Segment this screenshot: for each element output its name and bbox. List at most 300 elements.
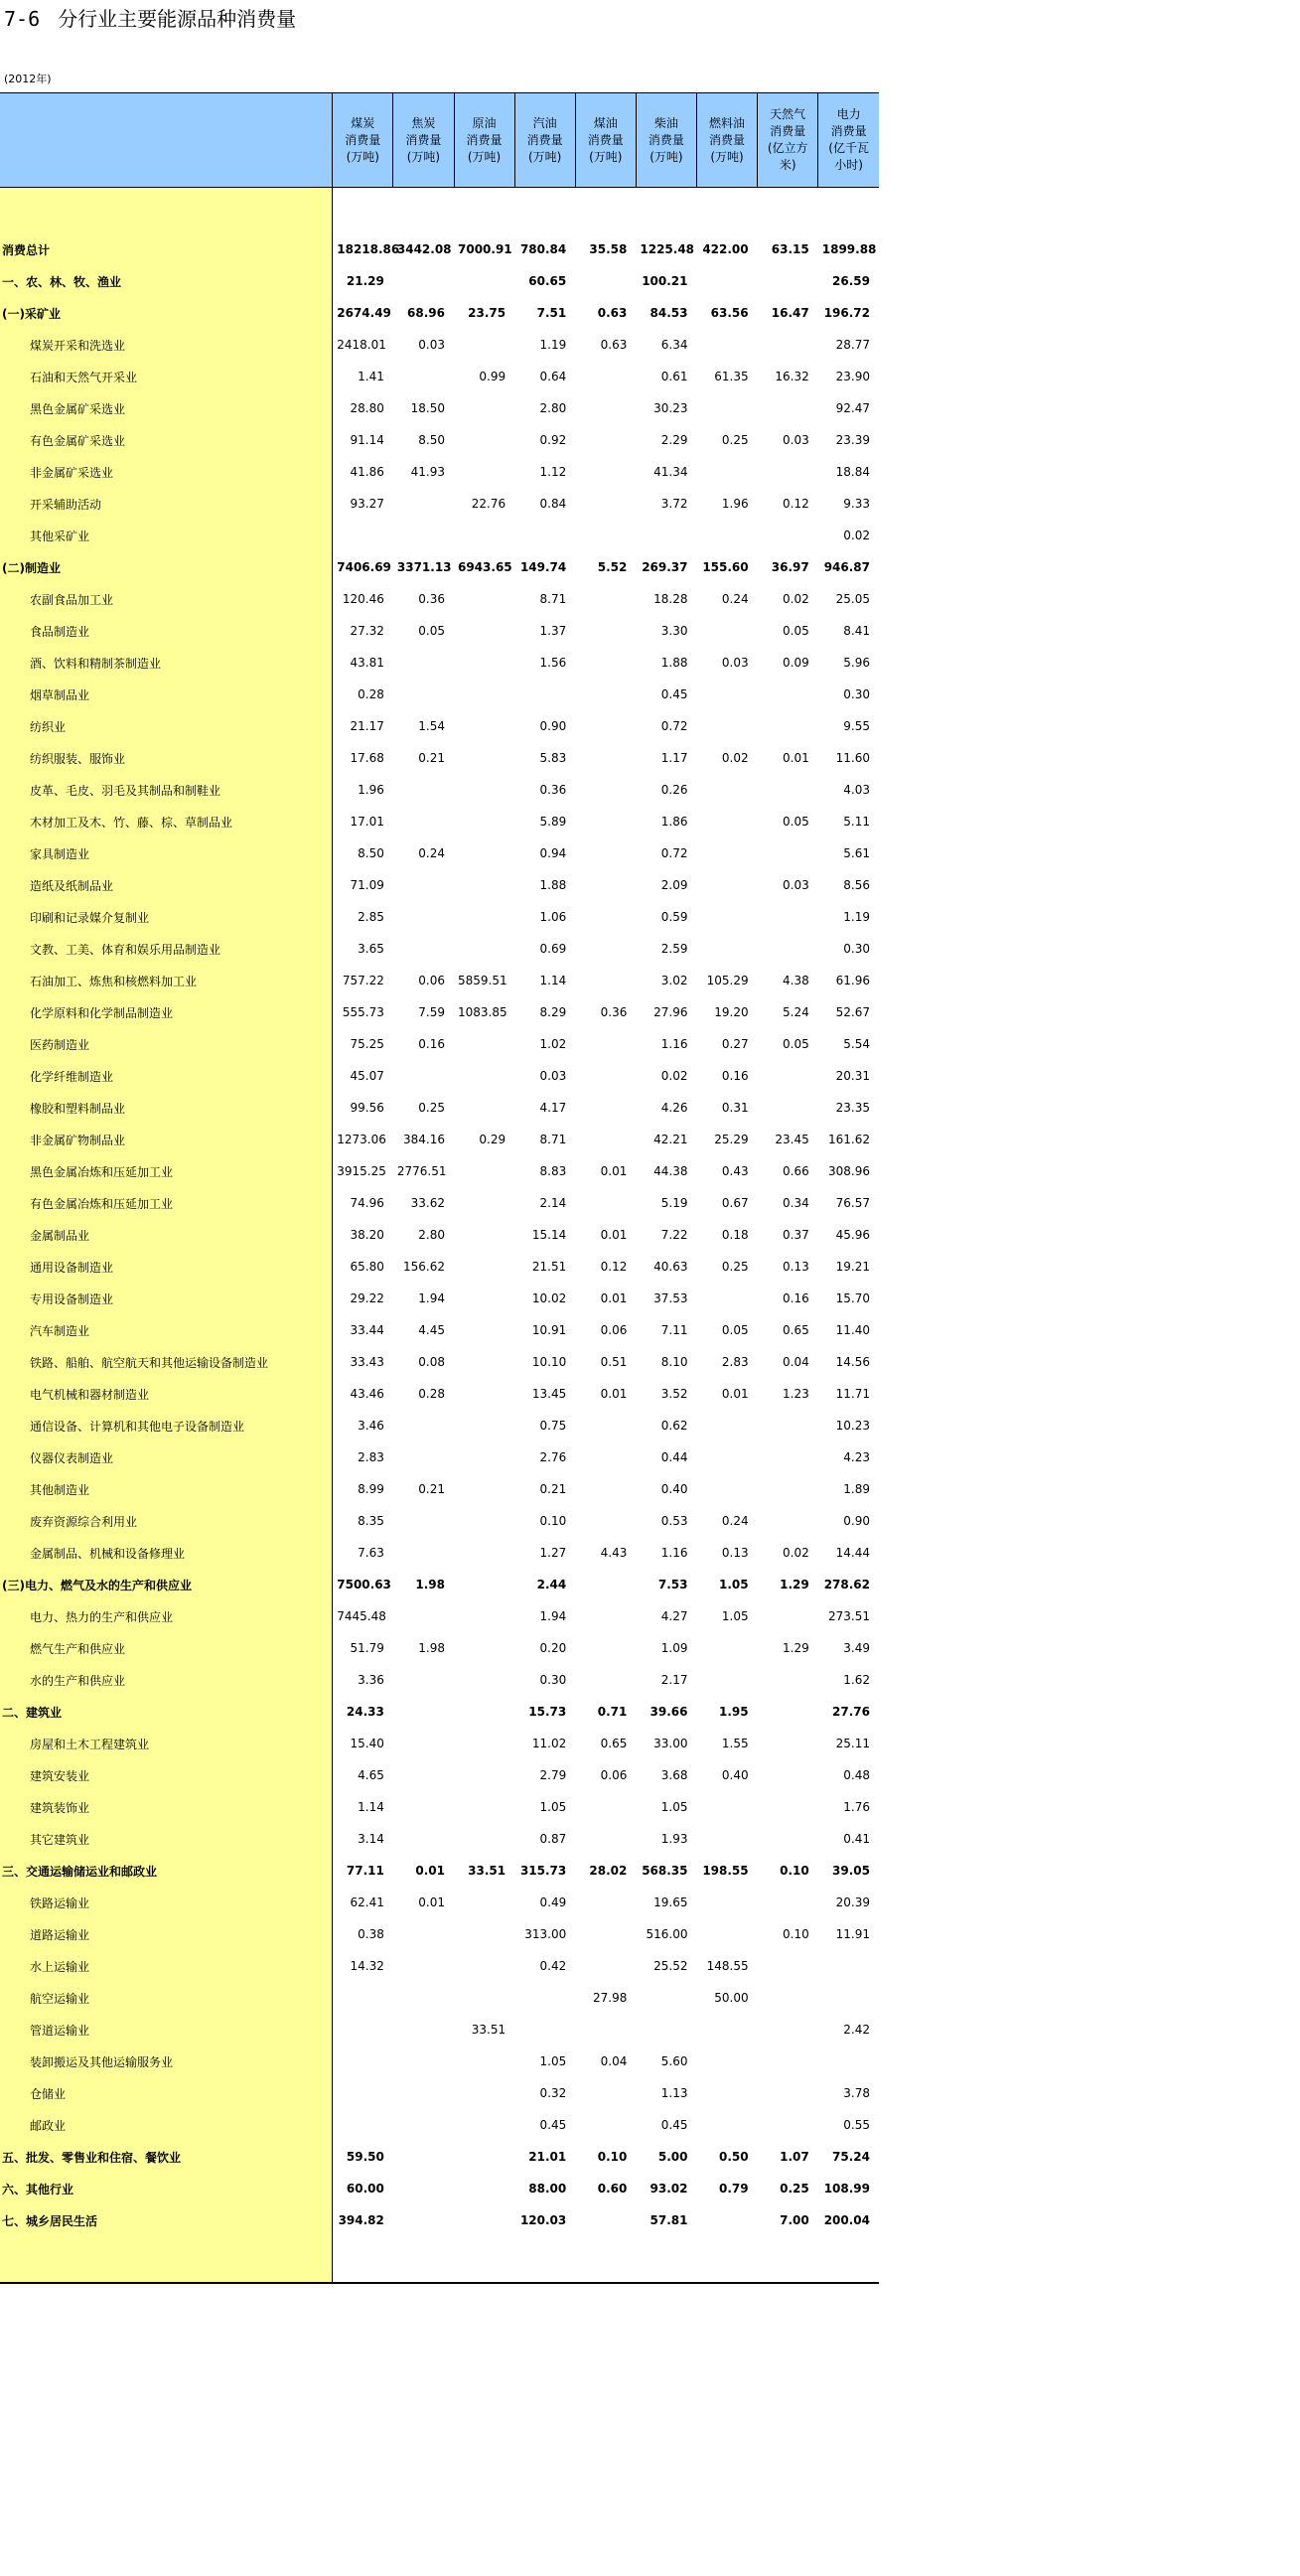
value-cell: 93.27	[350, 497, 384, 511]
value-cell: 757.22	[342, 974, 384, 987]
value-cell: 0.01	[783, 751, 809, 765]
value-cell: 0.24	[721, 1514, 749, 1528]
value-cell: 278.62	[823, 1578, 870, 1591]
value-cell	[697, 2109, 758, 2141]
value-cell: 61.96	[835, 974, 870, 987]
value-cell	[697, 1823, 758, 1855]
value-cell: 25.29	[714, 1133, 749, 1146]
value-cell	[454, 1346, 514, 1378]
value-cell	[758, 1600, 818, 1632]
value-cell	[758, 1441, 818, 1473]
value-cell: 198.55	[702, 1864, 749, 1878]
value-cell: 18.84	[835, 465, 870, 479]
value-cell	[697, 774, 758, 806]
industry-name-cell: (二)制造业	[0, 551, 333, 583]
value-cell: 14.56	[835, 1355, 870, 1369]
value-cell: 0.02	[660, 1069, 688, 1083]
industry-name-cell: 石油加工、炼焦和核燃料加工业	[0, 965, 333, 996]
value-cell: 17.01	[350, 815, 384, 829]
end-spacer-name-cell	[0, 2236, 333, 2282]
column-header: 天然气 消费量 (亿立方 米)	[758, 93, 818, 188]
value-cell	[697, 1791, 758, 1823]
value-cell: 45.07	[350, 1069, 384, 1083]
table-row	[0, 488, 879, 520]
value-cell: 11.71	[835, 1387, 870, 1401]
value-cell	[575, 679, 636, 710]
value-cell: 75.24	[832, 2150, 870, 2164]
value-cell: 8.56	[843, 878, 870, 892]
value-cell: 3.14	[358, 1832, 384, 1846]
value-cell	[454, 2173, 514, 2204]
value-cell: 2.83	[721, 1355, 749, 1369]
table-row	[0, 424, 879, 456]
value-cell: 0.06	[600, 1768, 628, 1782]
value-cell	[454, 1092, 514, 1124]
value-cell: 3.46	[358, 1419, 384, 1433]
value-cell: 0.01	[600, 1291, 628, 1305]
value-cell: 273.51	[828, 1609, 870, 1623]
value-cell	[575, 901, 636, 933]
table-row	[0, 1346, 879, 1378]
value-cell: 18.28	[653, 592, 688, 606]
value-cell	[758, 392, 818, 424]
value-cell	[454, 2077, 514, 2109]
value-cell	[454, 1887, 514, 1918]
table-row	[0, 965, 879, 996]
value-cell	[697, 329, 758, 361]
table-row	[0, 837, 879, 869]
value-cell: 155.60	[702, 560, 749, 574]
value-cell	[818, 1982, 879, 2014]
value-cell: 88.00	[528, 2182, 567, 2196]
value-cell	[454, 1918, 514, 1950]
value-cell	[393, 2077, 454, 2109]
value-cell	[575, 742, 636, 774]
value-cell: 148.55	[706, 1959, 749, 1973]
value-cell: 25.05	[835, 592, 870, 606]
value-cell: 1899.88	[821, 242, 877, 256]
value-cell: 0.21	[539, 1482, 567, 1496]
value-cell: 2776.51	[396, 1164, 447, 1178]
value-cell: 3.30	[660, 624, 688, 638]
value-cell	[697, 1283, 758, 1314]
value-cell: 2.76	[539, 1450, 567, 1464]
value-cell: 99.56	[350, 1101, 384, 1115]
value-cell: 0.66	[783, 1164, 809, 1178]
value-cell: 0.43	[721, 1164, 749, 1178]
value-cell	[697, 392, 758, 424]
value-cell	[575, 806, 636, 837]
industry-name-cell: 五、批发、零售业和住宿、餐饮业	[0, 2141, 333, 2173]
value-cell: 0.32	[539, 2086, 567, 2100]
energy-table	[0, 92, 879, 2282]
value-cell: 6.34	[660, 338, 688, 352]
value-cell	[697, 1632, 758, 1664]
value-cell: 1.14	[358, 1800, 384, 1814]
value-cell: 0.03	[418, 338, 445, 352]
value-cell: 0.34	[783, 1196, 809, 1210]
value-cell: 33.44	[350, 1323, 384, 1337]
table-row	[0, 1219, 879, 1251]
value-cell: 74.96	[350, 1196, 384, 1210]
value-cell	[575, 774, 636, 806]
value-cell: 0.02	[783, 592, 809, 606]
value-cell: 0.36	[600, 1005, 628, 1019]
value-cell: 1.98	[418, 1641, 445, 1655]
value-cell: 2.80	[539, 401, 567, 415]
value-cell	[454, 1155, 514, 1187]
value-cell	[393, 1664, 454, 1696]
column-header: 煤炭 消费量 (万吨)	[333, 93, 393, 188]
value-cell: 0.25	[780, 2182, 809, 2196]
value-cell: 0.94	[539, 846, 567, 860]
value-cell	[393, 1823, 454, 1855]
value-cell	[454, 392, 514, 424]
value-cell: 44.38	[653, 1164, 688, 1178]
value-cell: 516.00	[646, 1927, 688, 1941]
value-cell: 0.65	[600, 1737, 628, 1750]
industry-name-cell: 金属制品业	[0, 1219, 333, 1251]
industry-name-cell: 一、农、林、牧、渔业	[0, 265, 333, 297]
table-row	[0, 1155, 879, 1187]
value-cell: 8.71	[539, 1133, 567, 1146]
value-cell	[575, 1060, 636, 1092]
value-cell	[575, 456, 636, 488]
table-row	[0, 1728, 879, 1759]
value-cell	[333, 520, 393, 551]
table-row	[0, 1473, 879, 1505]
value-cell	[454, 2141, 514, 2173]
value-cell	[454, 1410, 514, 1441]
value-cell: 315.73	[519, 1864, 567, 1878]
spacer-row	[0, 188, 879, 234]
value-cell: 0.21	[418, 751, 445, 765]
industry-name-cell: 道路运输业	[0, 1918, 333, 1950]
value-cell: 4.23	[843, 1450, 870, 1464]
value-cell: 0.01	[600, 1164, 628, 1178]
value-cell: 0.01	[600, 1387, 628, 1401]
value-cell	[575, 1600, 636, 1632]
value-cell: 120.03	[519, 2213, 567, 2227]
value-cell	[454, 1632, 514, 1664]
table-row	[0, 2109, 879, 2141]
value-cell: 0.28	[358, 687, 384, 701]
value-cell	[697, 2014, 758, 2046]
value-cell: 1.05	[719, 1578, 749, 1591]
value-cell: 2.14	[539, 1196, 567, 1210]
value-cell: 19.21	[835, 1260, 870, 1274]
value-cell: 0.04	[600, 2054, 628, 2068]
value-cell: 2.29	[660, 433, 688, 447]
value-cell	[697, 901, 758, 933]
value-cell: 20.39	[835, 1895, 870, 1909]
value-cell: 0.29	[479, 1133, 506, 1146]
value-cell: 8.83	[539, 1164, 567, 1178]
table-row	[0, 1092, 879, 1124]
value-cell	[575, 1887, 636, 1918]
value-cell	[454, 583, 514, 615]
table-row	[0, 456, 879, 488]
value-cell: 29.22	[350, 1291, 384, 1305]
value-cell: 2.83	[358, 1450, 384, 1464]
value-cell	[575, 1092, 636, 1124]
value-cell	[758, 1092, 818, 1124]
industry-name-cell: 邮政业	[0, 2109, 333, 2141]
table-row	[0, 583, 879, 615]
value-cell	[454, 933, 514, 965]
industry-name-cell: 专用设备制造业	[0, 1283, 333, 1314]
value-cell: 1.05	[721, 1609, 749, 1623]
table-row	[0, 1251, 879, 1283]
table-row	[0, 233, 879, 265]
value-cell	[454, 1314, 514, 1346]
value-cell: 4.45	[418, 1323, 445, 1337]
value-cell	[333, 1982, 393, 2014]
value-cell	[697, 1473, 758, 1505]
value-cell	[575, 1505, 636, 1537]
industry-name-cell: 其它建筑业	[0, 1823, 333, 1855]
industry-name-cell: 仪器仪表制造业	[0, 1441, 333, 1473]
value-cell: 384.16	[403, 1133, 445, 1146]
value-cell: 0.71	[597, 1705, 628, 1719]
value-cell	[393, 1600, 454, 1632]
value-cell	[758, 1696, 818, 1728]
value-cell: 4.27	[660, 1609, 688, 1623]
value-cell: 313.00	[524, 1927, 567, 1941]
value-cell: 3915.25	[337, 1164, 386, 1178]
value-cell: 8.50	[358, 846, 384, 860]
column-header: 汽油 消费量 (万吨)	[514, 93, 575, 188]
value-cell	[697, 869, 758, 901]
table-row	[0, 1441, 879, 1473]
value-cell: 1.05	[660, 1800, 688, 1814]
value-cell: 0.10	[597, 2150, 628, 2164]
value-cell	[575, 520, 636, 551]
value-cell: 4.65	[358, 1768, 384, 1782]
value-cell: 0.41	[843, 1832, 870, 1846]
value-cell	[758, 901, 818, 933]
value-cell	[393, 1537, 454, 1569]
value-cell: 0.18	[721, 1228, 749, 1242]
value-cell: 4.38	[783, 974, 809, 987]
value-cell	[575, 361, 636, 392]
value-cell: 7.53	[657, 1578, 688, 1591]
value-cell: 2.44	[536, 1578, 567, 1591]
value-cell	[575, 1632, 636, 1664]
value-cell: 0.45	[660, 2118, 688, 2132]
value-cell: 7.00	[780, 2213, 809, 2227]
value-cell	[514, 520, 575, 551]
table-bottom-border	[0, 2282, 879, 2284]
table-row	[0, 1887, 879, 1918]
value-cell: 92.47	[835, 401, 870, 415]
value-cell: 3.49	[843, 1641, 870, 1655]
industry-name-cell: 黑色金属矿采选业	[0, 392, 333, 424]
table-row	[0, 996, 879, 1028]
value-cell	[393, 488, 454, 520]
value-cell	[697, 2204, 758, 2236]
value-cell	[333, 2046, 393, 2077]
value-cell	[697, 1887, 758, 1918]
industry-name-cell: 黑色金属冶炼和压延加工业	[0, 1155, 333, 1187]
industry-name-cell: 家具制造业	[0, 837, 333, 869]
value-cell	[758, 774, 818, 806]
value-cell	[758, 265, 818, 297]
value-cell: 0.55	[843, 2118, 870, 2132]
value-cell: 0.69	[539, 942, 567, 956]
value-cell	[454, 1696, 514, 1728]
value-cell	[758, 1982, 818, 2014]
value-cell: 5859.51	[458, 974, 507, 987]
table-row	[0, 1950, 879, 1982]
value-cell: 5.24	[783, 1005, 809, 1019]
industry-name-cell: (一)采矿业	[0, 297, 333, 329]
table-row	[0, 679, 879, 710]
value-cell: 76.57	[835, 1196, 870, 1210]
value-cell: 108.99	[823, 2182, 870, 2196]
industry-name-cell: 其他制造业	[0, 1473, 333, 1505]
industry-name-cell: 管道运输业	[0, 2014, 333, 2046]
value-cell: 1.29	[783, 1641, 809, 1655]
value-cell: 91.14	[350, 433, 384, 447]
value-cell	[333, 2077, 393, 2109]
value-cell: 0.42	[539, 1959, 567, 1973]
value-cell	[454, 424, 514, 456]
value-cell	[333, 2014, 393, 2046]
value-cell: 5.89	[539, 815, 567, 829]
industry-name-cell: 航空运输业	[0, 1982, 333, 2014]
industry-name-cell: 六、其他行业	[0, 2173, 333, 2204]
value-cell: 19.20	[714, 1005, 749, 1019]
value-cell	[454, 1441, 514, 1473]
value-cell: 27.32	[350, 624, 384, 638]
value-cell	[758, 1791, 818, 1823]
value-cell	[454, 1251, 514, 1283]
value-cell: 4.17	[539, 1101, 567, 1115]
value-cell: 0.53	[660, 1514, 688, 1528]
value-cell: 75.25	[350, 1037, 384, 1051]
value-cell: 1.29	[780, 1578, 809, 1591]
value-cell	[454, 615, 514, 647]
value-cell: 3.65	[358, 942, 384, 956]
value-cell: 10.10	[531, 1355, 567, 1369]
value-cell	[575, 2077, 636, 2109]
value-cell: 5.96	[843, 656, 870, 670]
value-cell	[393, 1728, 454, 1759]
table-row	[0, 933, 879, 965]
value-cell	[454, 2046, 514, 2077]
value-cell: 1.41	[358, 370, 384, 383]
value-cell: 5.61	[843, 846, 870, 860]
value-cell	[575, 265, 636, 297]
value-cell: 1.19	[539, 338, 567, 352]
value-cell	[454, 710, 514, 742]
value-cell: 0.02	[783, 1546, 809, 1560]
industry-name-cell: 木材加工及木、竹、藤、棕、草制品业	[0, 806, 333, 837]
value-cell: 15.70	[835, 1291, 870, 1305]
value-cell: 24.33	[346, 1705, 384, 1719]
value-cell: 71.09	[350, 878, 384, 892]
value-cell: 161.62	[828, 1133, 870, 1146]
value-cell	[575, 392, 636, 424]
value-cell: 57.81	[650, 2213, 688, 2227]
value-cell: 63.15	[771, 242, 809, 256]
value-cell: 0.67	[721, 1196, 749, 1210]
value-cell	[454, 1219, 514, 1251]
value-cell: 0.45	[539, 2118, 567, 2132]
value-cell: 16.47	[771, 306, 809, 320]
value-cell: 5.11	[843, 815, 870, 829]
value-cell: 0.12	[600, 1260, 628, 1274]
value-cell: 28.77	[835, 338, 870, 352]
table-number: 7-6	[4, 7, 41, 31]
value-cell: 4.43	[600, 1546, 628, 1560]
value-cell: 0.06	[418, 974, 445, 987]
value-cell	[758, 1759, 818, 1791]
table-row	[0, 1187, 879, 1219]
value-cell: 200.04	[823, 2213, 870, 2227]
table-row	[0, 1569, 879, 1600]
value-cell: 0.16	[721, 1069, 749, 1083]
value-cell: 23.45	[775, 1133, 809, 1146]
value-cell	[454, 901, 514, 933]
table-row	[0, 1314, 879, 1346]
value-cell: 2.17	[660, 1673, 688, 1687]
value-cell	[758, 2014, 818, 2046]
value-cell: 269.37	[642, 560, 688, 574]
table-title	[4, 4, 296, 34]
value-cell: 42.21	[653, 1133, 688, 1146]
value-cell: 1.16	[660, 1037, 688, 1051]
value-cell	[636, 520, 696, 551]
table-row	[0, 2141, 879, 2173]
value-cell	[333, 2109, 393, 2141]
value-cell: 149.74	[519, 560, 567, 574]
value-cell	[575, 488, 636, 520]
value-cell	[758, 329, 818, 361]
industry-name-cell: 非金属矿物制品业	[0, 1124, 333, 1155]
value-cell: 36.97	[771, 560, 809, 574]
table-row	[0, 520, 879, 551]
value-cell	[575, 647, 636, 679]
value-cell: 68.96	[407, 306, 445, 320]
value-cell: 0.37	[783, 1228, 809, 1242]
column-header: 燃料油 消费量 (万吨)	[697, 93, 758, 188]
value-cell: 0.36	[418, 592, 445, 606]
industry-name-cell: 七、城乡居民生活	[0, 2204, 333, 2236]
value-cell: 0.25	[721, 1260, 749, 1274]
value-cell: 0.63	[597, 306, 628, 320]
value-cell	[575, 1187, 636, 1219]
value-cell: 16.32	[775, 370, 809, 383]
value-cell: 1.93	[660, 1832, 688, 1846]
value-cell	[454, 1569, 514, 1600]
industry-name-cell: 仓储业	[0, 2077, 333, 2109]
value-cell: 2.42	[843, 2023, 870, 2037]
industry-name-cell: 电气机械和器材制造业	[0, 1378, 333, 1410]
value-cell: 0.30	[843, 687, 870, 701]
value-cell: 13.45	[531, 1387, 567, 1401]
value-cell: 23.39	[835, 433, 870, 447]
table-body	[0, 188, 879, 2283]
value-cell: 422.00	[702, 242, 749, 256]
value-cell: 1273.06	[337, 1133, 386, 1146]
value-cell	[393, 1060, 454, 1092]
value-cell	[393, 2109, 454, 2141]
value-cell: 8.35	[358, 1514, 384, 1528]
table-row	[0, 647, 879, 679]
value-cell	[454, 1473, 514, 1505]
